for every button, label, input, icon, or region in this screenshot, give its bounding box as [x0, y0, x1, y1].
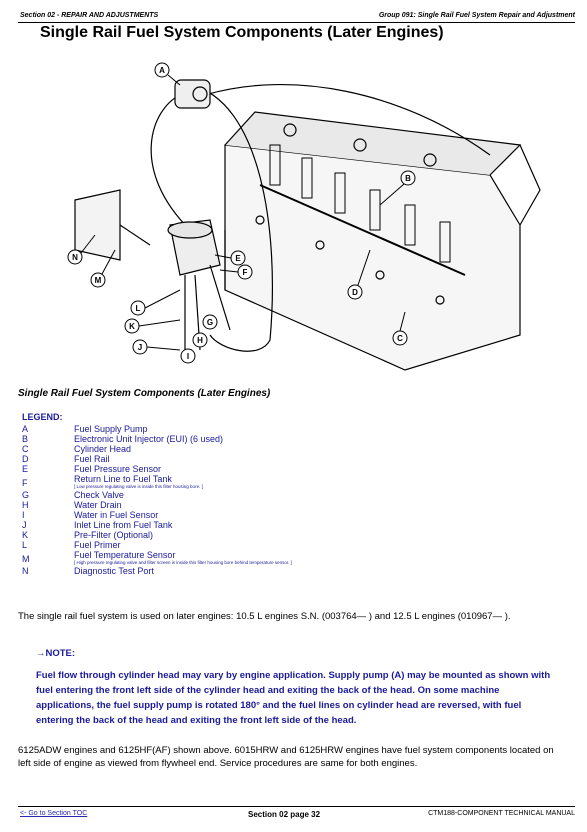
callout-l: [131, 290, 180, 315]
note-heading: →NOTE:: [36, 648, 76, 659]
legend-item: H Water Drain: [22, 500, 122, 510]
legend-item: M Fuel Temperature Sensor [ High pressure regulating valve and filter screen is inside this filter housing bore behind temperature sensor. ]: [22, 550, 292, 565]
svg-text:G: G: [206, 318, 214, 327]
callout-h: [193, 333, 207, 347]
legend-item-note: [ Low pressure regulating valve is inside this filter housing bore. ]: [74, 484, 203, 489]
svg-text:D: D: [352, 288, 358, 297]
svg-text:E: E: [235, 254, 241, 263]
svg-text:L: L: [135, 304, 141, 313]
engine-serial-paragraph: The single rail fuel system is used on later engines: 10.5 L engines S.N. (003764— ) and 12.5 L engines (010967— ).: [18, 611, 511, 622]
legend-item: F Return Line to Fuel Tank [ Low pressure regulating valve is inside this filter housing bore. ]: [22, 474, 203, 489]
svg-text:K: K: [129, 322, 135, 331]
svg-text:I: I: [186, 352, 190, 361]
legend-title: LEGEND:: [22, 412, 63, 422]
legend-item: I Water in Fuel Sensor: [22, 510, 159, 520]
svg-text:H: H: [197, 336, 203, 345]
manual-name: CTM188-COMPONENT TECHNICAL MANUAL: [428, 810, 575, 817]
svg-text:A: A: [159, 66, 165, 75]
callout-g: [203, 315, 217, 329]
header-divider: [18, 22, 575, 23]
svg-text:N: N: [72, 253, 78, 262]
svg-text:B: B: [405, 174, 411, 183]
svg-text:F: F: [242, 268, 248, 277]
legend-item-note: [ High pressure regulating valve and filter screen is inside this filter housing bore behind temperature sensor. ]: [74, 560, 292, 565]
callout-a: [155, 63, 180, 85]
svg-text:C: C: [397, 334, 403, 343]
callout-k: [125, 319, 180, 333]
legend-item: B Electronic Unit Injector (EUI) (6 used): [22, 434, 224, 444]
go-to-section-toc-link[interactable]: <- Go to Section TOC: [20, 810, 88, 817]
fuel-system-illustration: [20, 50, 565, 375]
legend-item: A Fuel Supply Pump: [22, 424, 148, 434]
page-title: Single Rail Fuel System Components (Later Engines): [40, 24, 444, 41]
svg-text:M: M: [94, 276, 102, 285]
header-section: Section 02 - REPAIR AND ADJUSTMENTS: [20, 12, 159, 19]
legend-item: N Diagnostic Test Port: [22, 566, 154, 576]
callout-i: [181, 349, 195, 363]
legend-item: G Check Valve: [22, 490, 124, 500]
page-number: Section 02 page 32: [248, 810, 321, 819]
callout-j: [133, 340, 180, 354]
header-group: Group 091: Single Rail Fuel System Repair and Adjustment: [378, 12, 575, 19]
legend-item: K Pre-Filter (Optional): [22, 530, 154, 540]
figure-caption: Single Rail Fuel System Components (Later Engines): [18, 388, 271, 399]
legend-item: J Inlet Line from Fuel Tank: [22, 520, 173, 530]
legend-item: E Fuel Pressure Sensor: [22, 464, 162, 474]
legend-item: D Fuel Rail: [22, 454, 110, 464]
legend-list: [22, 424, 562, 576]
engine-models-paragraph: 6125ADW engines and 6125HF(AF) shown above. 6015HRW and 6125HRW engines have fuel system components located on left side of engine as viewed from flywheel end. Service procedures are same for both engines.: [18, 745, 554, 769]
note-text: Fuel flow through cylinder head may vary by engine application. Supply pump (A) may be mounted as shown with fuel entering the front left side of the cylinder head and exiting the back of the head. On some machine applications, the fuel supply pump is rotated 180° and the fuel lines on cylinder head are reversed, with fuel entering the back of the head and exiting the front left side of the head.: [36, 670, 551, 726]
legend-item: C Cylinder Head: [22, 444, 132, 454]
footer-divider: [18, 806, 575, 807]
svg-text:J: J: [137, 343, 143, 352]
legend-item: L Fuel Primer: [22, 540, 121, 550]
